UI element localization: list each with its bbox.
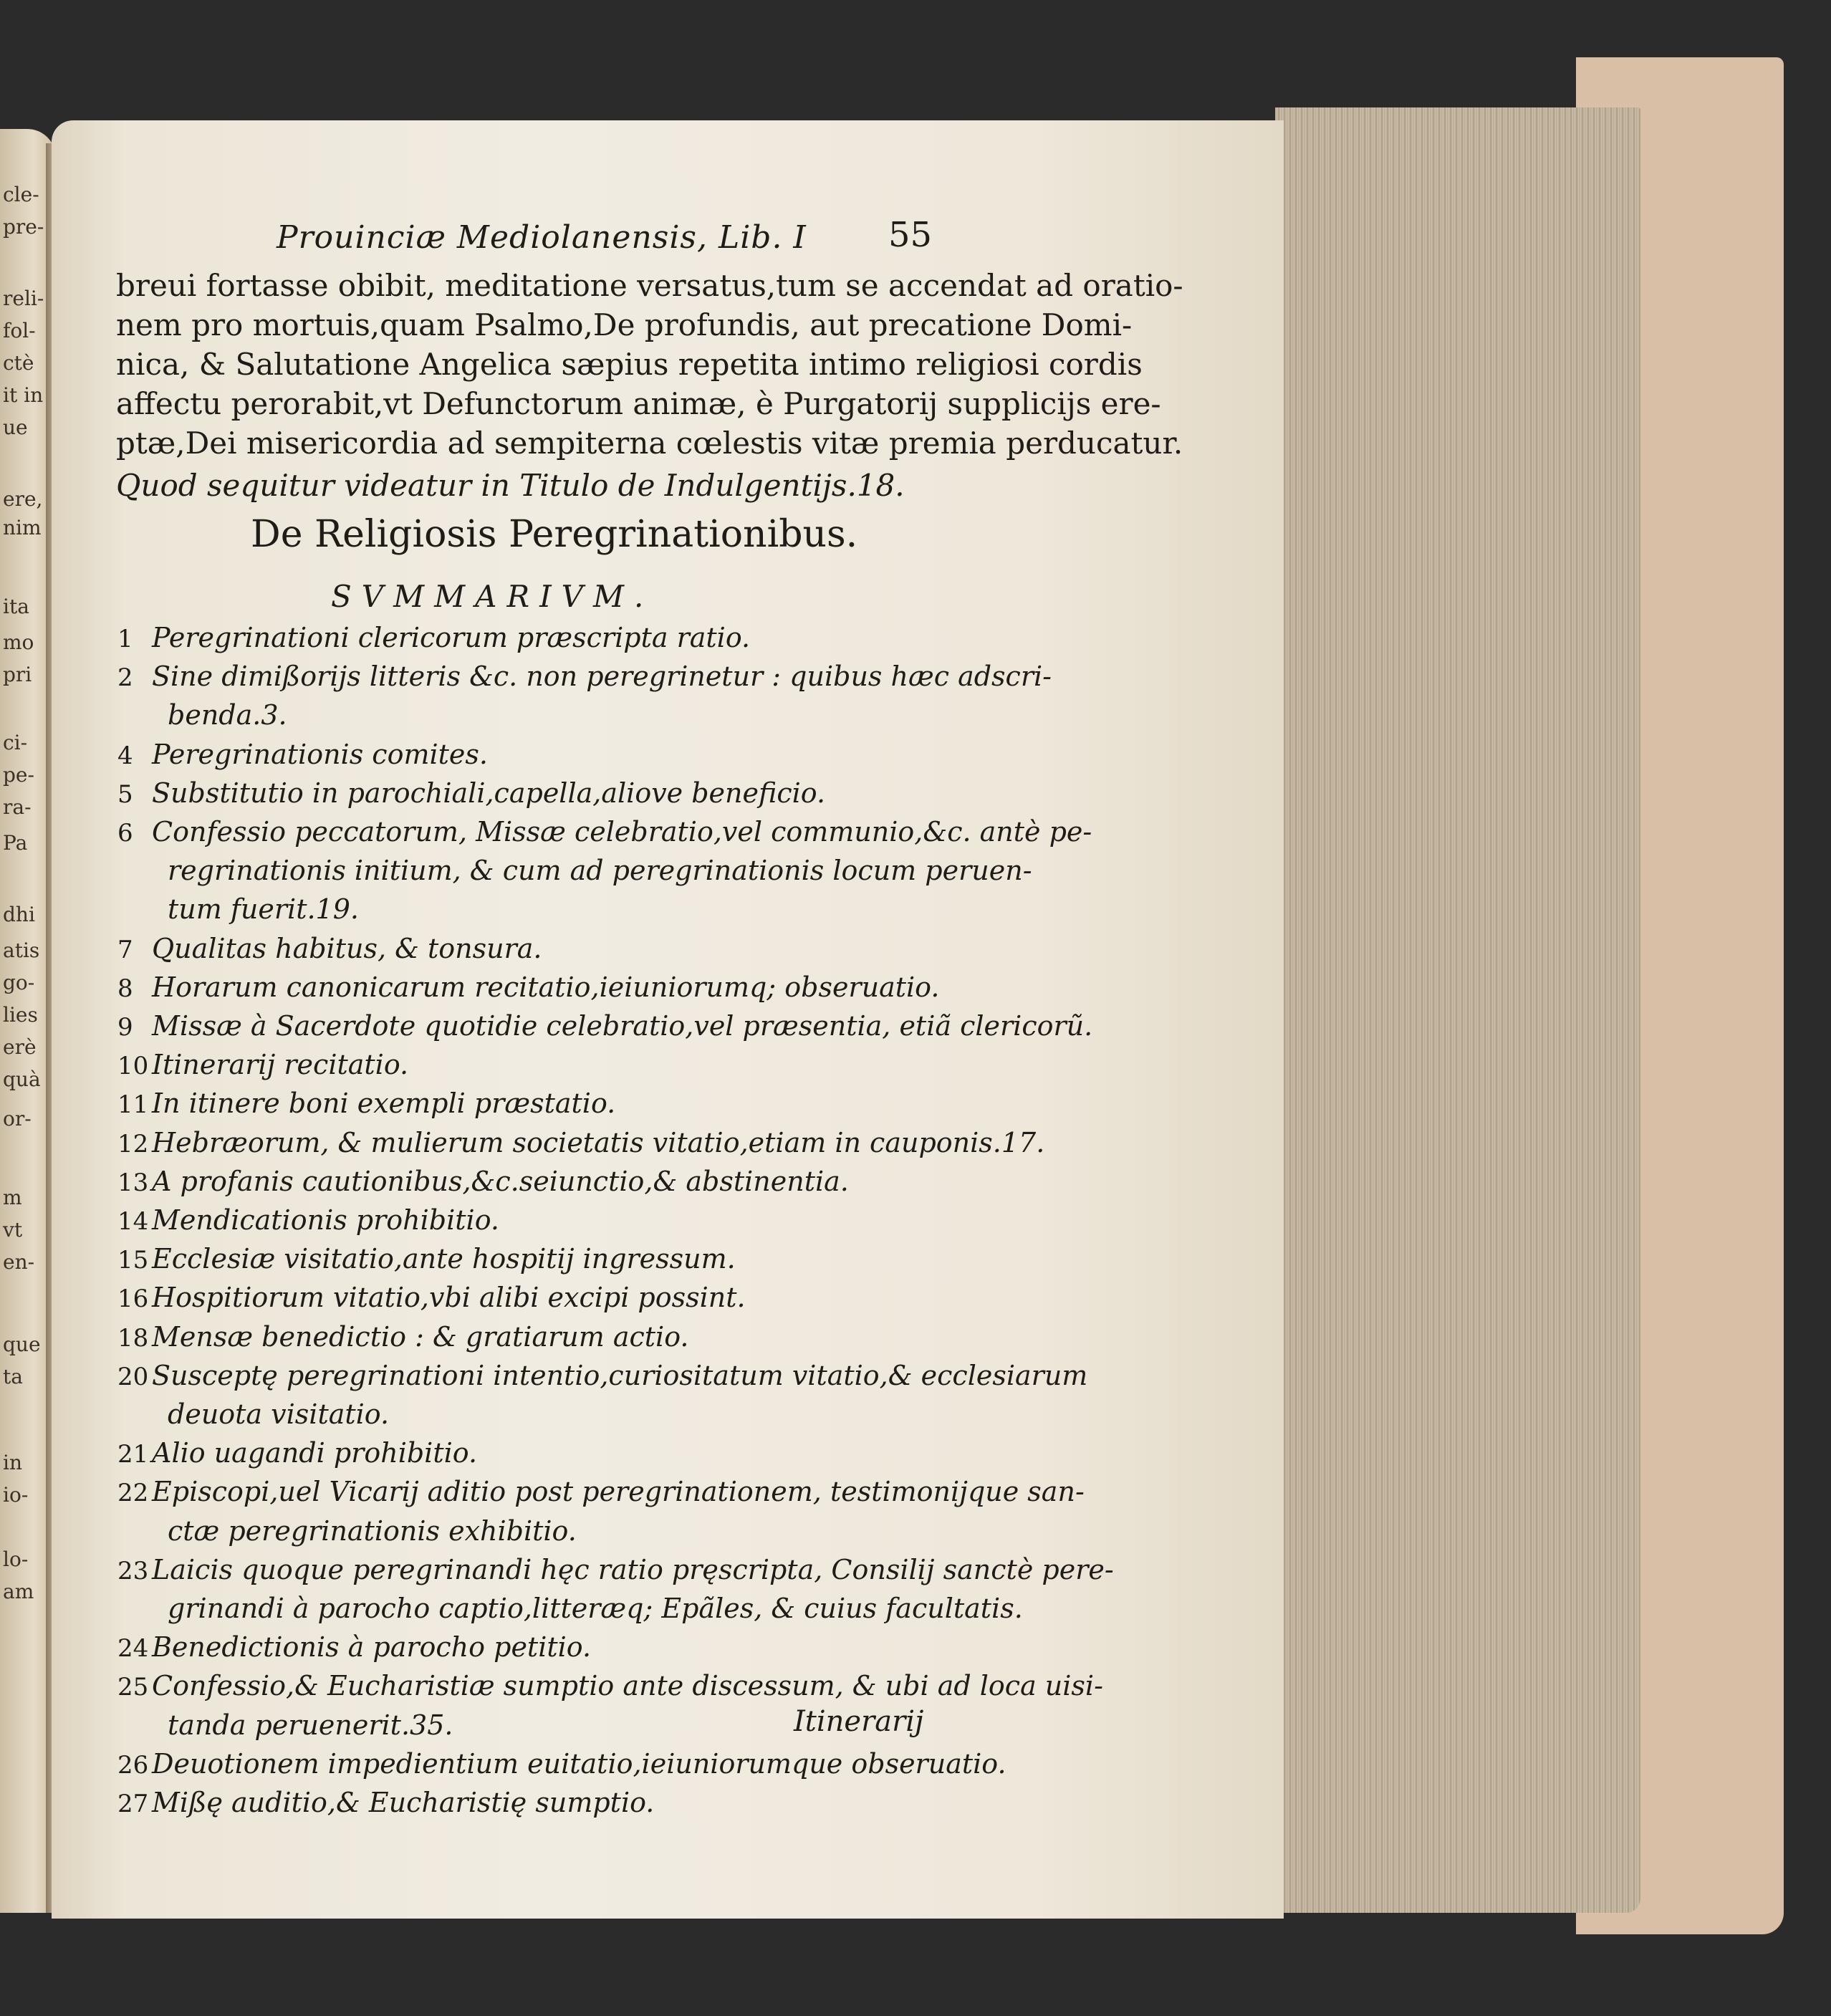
left-page-text-fragment: ere, [3, 487, 43, 511]
summary-item-number: 14 [117, 1207, 149, 1236]
summary-item-text: Mendicationis prohibitio. [152, 1204, 499, 1236]
left-page-text-fragment: ci- [3, 731, 28, 754]
summary-item-number: 22 [117, 1479, 149, 1508]
summary-item-number: 23 [117, 1556, 149, 1585]
summary-item-text: Mensæ benedictio : & gratiarum actio. [152, 1320, 689, 1353]
left-page-text-fragment: quà [3, 1067, 41, 1091]
left-page-text-fragment: mo [3, 630, 34, 654]
summary-item-number: 25 [117, 1673, 149, 1702]
summary-item-text: Hebræorum, & mulierum societatis vitatio,etiam in cauponis.17. [152, 1126, 1045, 1158]
left-page-text-fragment: ra- [3, 795, 32, 819]
summary-item-text: benda.3. [168, 699, 287, 731]
body-line: ptæ,Dei misericordia ad sempiternа cœlestis vitæ premia perducatur. [116, 426, 1183, 461]
summary-item-text: Mißę auditio,& Eucharistię sumptio. [152, 1787, 655, 1818]
summary-item-text: A profanis cautionibus,&c.seiunctio,& abstinentia. [152, 1165, 849, 1197]
left-page-text-fragment: pre- [3, 215, 44, 239]
left-page-text-fragment: or- [3, 1107, 32, 1131]
summary-item-number: 7 [117, 935, 133, 964]
summary-item-text: deuota visitatio. [168, 1398, 390, 1430]
left-page-text-fragment: ue [3, 416, 28, 439]
summary-item-text: Hospitiorum vitatio,vbi alibi excipi possint. [152, 1282, 746, 1314]
left-page-text-fragment: atis [3, 939, 40, 962]
summary-item-number: 27 [117, 1790, 149, 1818]
cross-reference-line: Quod sequitur videatur in Titulo de Indulgentijs.18. [116, 468, 905, 503]
summary-item-text: Sine dimißorijs litteris &c. non peregrinetur : quibus hæc adscri- [152, 661, 1052, 693]
left-page-text-fragment: Pa [3, 831, 28, 855]
body-line: breui fortasse obibit, meditatione versatus,tum se accendat ad oratio- [116, 268, 1183, 303]
left-page-text-fragment: reli- [3, 287, 44, 310]
left-page-text-fragment: am [3, 1580, 34, 1603]
left-page-text-fragment: lies [3, 1003, 38, 1027]
summary-item-number: 16 [117, 1285, 149, 1314]
summary-item-text: Laicis quoque peregrinandi hęc ratio pręscripta, Consilij sanctè pere- [152, 1553, 1114, 1585]
summary-item-number: 13 [117, 1168, 149, 1197]
left-page-text-fragment: erè [3, 1035, 37, 1059]
summary-item-text: regrinationis initium, & cum ad peregrinationis locum peruen- [168, 855, 1032, 887]
left-page-text-fragment: in [3, 1451, 22, 1474]
summary-item-number: 12 [117, 1129, 149, 1158]
summary-item-text: In itinere boni exempli præstatio. [152, 1088, 616, 1120]
summary-item-number: 21 [117, 1440, 149, 1469]
left-page-text-fragment: lo- [3, 1547, 29, 1571]
summarium-heading: SVMMARIVM. [331, 579, 654, 614]
summary-item-number: 1 [117, 625, 133, 653]
left-page-text-fragment: ctè [3, 351, 34, 375]
summary-item-text: grinandi à parocho captio,litteræq; Epãles, & cuius facultatis. [168, 1593, 1023, 1624]
summary-item-number: 11 [117, 1090, 149, 1120]
summary-item-text: Horarum canonicarum recitatio,ieiuniorumq; obseruatio. [152, 971, 940, 1003]
summary-item-text: Confessio peccatorum, Missæ celebratio,vel communio,&c. antè pe- [152, 816, 1092, 848]
left-page-text-fragment: go- [3, 971, 35, 994]
summary-item-number: 4 [117, 741, 133, 770]
body-line: nem pro mortuis,quam Psalmo,De profundis, aut precatione Domi- [116, 307, 1133, 342]
left-page-text-fragment: nim [3, 516, 42, 539]
summary-item-text: Substitutio in parochiali,capella,aliove beneficio. [152, 777, 826, 809]
left-page-text-fragment: pri [3, 663, 32, 686]
summary-item-text: Benedictionis à parocho petitio. [152, 1631, 592, 1664]
summary-item-text: Susceptę peregrinationi intentio,curiositatum vitatio,& ecclesiarum [152, 1359, 1088, 1391]
summary-item-number: 6 [117, 819, 133, 848]
summary-item-text: Itinerarij recitatio. [152, 1049, 409, 1081]
summary-item-text: ctæ peregrinationis exhibitio. [168, 1515, 577, 1547]
summary-item-text: Peregrinationi clericorum præscripta ratio. [152, 622, 751, 653]
left-page-text-fragment: it in [3, 383, 44, 407]
summary-item-text: Ecclesiæ visitatio,ante hospitij ingressum. [152, 1243, 736, 1275]
left-page-text-fragment: cle- [3, 183, 39, 206]
left-page-text-fragment: m [3, 1186, 22, 1209]
summary-item-text: Alio uagandi prohibitio. [152, 1437, 478, 1469]
catchword: Itinerarij [794, 1705, 924, 1738]
left-page-text-fragment: fol- [3, 319, 36, 342]
page-block-edges [1275, 107, 1640, 1913]
summary-item-number: 5 [117, 779, 133, 809]
left-page-text-fragment: que [3, 1333, 41, 1356]
summary-item-text: Confessio,& Eucharistiæ sumptio ante discessum, & ubi ad loca uisi- [152, 1670, 1103, 1702]
summary-item-text: Peregrinationis comites. [152, 738, 488, 770]
left-page-text-fragment: en- [3, 1250, 35, 1274]
body-line: affectu perorabit,vt Defunctorum animæ, è Purgatorij supplicijs ere- [116, 386, 1161, 421]
summary-item-text: tanda peruenerit.35. [168, 1709, 453, 1741]
summary-item-number: 26 [117, 1750, 149, 1780]
summary-item-number: 18 [117, 1323, 149, 1353]
summary-item-text: tum fuerit.19. [168, 893, 359, 926]
summary-item-text: Missæ à Sacerdote quotidie celebratio,vel præsentia, etiã clericorũ. [152, 1010, 1093, 1042]
summary-item-number: 20 [117, 1362, 149, 1391]
left-page-text-fragment: pe- [3, 763, 34, 787]
summary-item-number: 9 [117, 1013, 133, 1042]
summary-item-text: Qualitas habitus, & tonsura. [152, 932, 542, 964]
left-page-text-fragment: ta [3, 1365, 23, 1388]
left-page-text-fragment: io- [3, 1483, 29, 1507]
section-heading: De Religiosis Peregrinationibus. [251, 513, 858, 556]
left-page-text-fragment: vt [3, 1218, 23, 1242]
summary-item-text: Deuotionem impedientium euitatio,ieiuniorumque obseruatio. [152, 1747, 1006, 1780]
running-title: Prouinciæ Mediolanensis, Lib. I [277, 219, 807, 256]
body-line: nica, & Salutatione Angelica sæpius repetita intimo religiosi cordis [116, 347, 1143, 382]
left-page-text-fragment: ita [3, 595, 29, 618]
summary-item-text: Episcopi,uel Vicarij aditio post peregrinationem, testimonijque san- [152, 1476, 1085, 1508]
summary-item-number: 15 [117, 1246, 149, 1275]
page-number: 55 [888, 215, 933, 255]
summary-item-number: 2 [117, 663, 133, 693]
summary-item-number: 10 [117, 1052, 149, 1081]
summary-item-number: 8 [117, 974, 133, 1003]
book-page [52, 120, 1284, 1919]
summary-item-number: 24 [117, 1634, 149, 1664]
left-page-text-fragment: dhi [3, 903, 35, 926]
